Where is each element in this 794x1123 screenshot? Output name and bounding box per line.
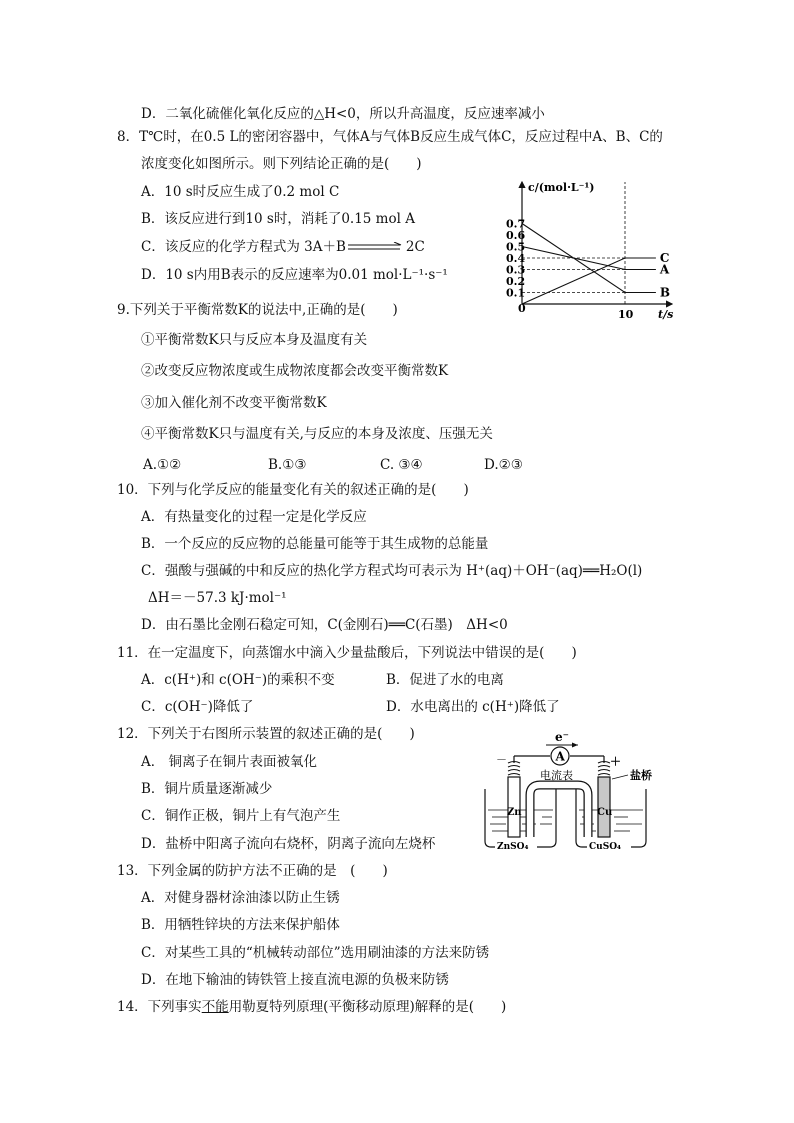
q8-equation-product: 2C [405, 239, 425, 255]
q13-stem: 13．下列金属的防护方法不正确的是 ( ) [117, 863, 388, 879]
concentration-time-chart [500, 178, 685, 320]
salt-bridge [530, 785, 588, 837]
q9-choice-b: B.①③ [268, 457, 307, 473]
q11-choice-d: D．水电离出的 c(H⁺)降低了 [386, 699, 560, 715]
q12-stem: 12．下列关于右图所示装置的叙述正确的是( ) [117, 726, 415, 742]
q14-stem-after: 用勒夏特列原理(平衡移动原理)解释的是( ) [228, 999, 507, 1015]
series-label-B: B [659, 285, 671, 300]
q11-choice-a: A．c(H⁺)和 c(OH⁻)的乘积不变 [141, 672, 335, 688]
q8-option-c [141, 237, 425, 258]
q14-stem-emphasis: 不能 [201, 999, 229, 1015]
q8-stem-line2: 浓度变化如图所示。则下列结论正确的是( ) [141, 156, 422, 172]
q8-stem-line1: 8．T℃时，在0.5 L的密闭容器中，气体A与气体B反应生成气体C，反应过程中A、B、C的 [117, 129, 663, 145]
galvanic-cell-diagram [474, 727, 674, 853]
right-clip-coil-icon [598, 762, 610, 776]
positive-terminal: ＋ [610, 755, 621, 768]
y-tick-label: 0.6 [506, 229, 526, 242]
q11-choices-row2 [0, 697, 794, 717]
q13-option-c: C．对某些工具的“机械转动部位”选用刷油漆的方法来防锈 [141, 945, 490, 961]
x-tick-label: 10 [618, 308, 634, 320]
q11-stem: 11．在一定温度下，向蒸馏水中滴入少量盐酸后，下列说法中错误的是( ) [117, 645, 577, 661]
q9-choices [0, 455, 794, 475]
q11-choices-row1 [0, 670, 794, 690]
y-tick-label: 0.1 [506, 286, 526, 300]
q9-choice-d: D.②③ [484, 457, 523, 473]
y-tick-label: 0.5 [506, 240, 526, 254]
series-label-C: C [659, 251, 670, 265]
q9-statement-1: ①平衡常数K只与反应本身及温度有关 [141, 332, 368, 348]
q10-option-c-enthalpy: ΔH＝－57.3 kJ·mol⁻¹ [148, 590, 287, 606]
left-clip-coil-icon [508, 762, 520, 776]
q13-option-a: A．对健身器材涂油漆以防止生锈 [141, 890, 340, 906]
q12-option-b: B．铜片质量逐渐减少 [141, 781, 273, 797]
y-tick-label: 0.7 [506, 217, 526, 231]
q11-choice-c: C．c(OH⁻)降低了 [141, 699, 254, 715]
zinc-sulfate-label: ZnSO₄ [497, 842, 529, 852]
q9-statement-4: ④平衡常数K只与温度有关,与反应的本身及浓度、压强无关 [141, 426, 493, 442]
q10-option-c: C．强酸与强碱的中和反应的热化学方程式均可表示为 H⁺(aq)＋OH⁻(aq)══H₂O(l) [141, 563, 643, 579]
negative-terminal: － [496, 753, 507, 766]
q10-option-a: A．有热量变化的过程一定是化学反应 [141, 509, 367, 525]
q13-option-d: D．在地下输油的铸铁管上接直流电源的负极来防锈 [141, 972, 449, 988]
q12-option-a: A． 铜离子在铜片表面被氧化 [141, 754, 318, 770]
ammeter-label: 电流表 [540, 769, 573, 782]
copper-label: Cu [597, 807, 613, 818]
q12-option-c: C．铜作正极，铜片上有气泡产生 [141, 808, 341, 824]
y-tick-label: 0.4 [506, 252, 526, 265]
reaction-arrow-icon [348, 238, 402, 258]
q9-choice-a: A.①② [143, 457, 182, 473]
electron-label: e⁻ [555, 730, 569, 744]
salt-bridge-label: 盐桥 [630, 769, 652, 782]
q10-option-d: D．由石墨比金刚石稳定可知，C(金刚石)══C(石墨) ΔH<0 [141, 617, 508, 633]
copper-sulfate-label: CuSO₄ [589, 842, 621, 852]
q7-option-d: D．二氧化硫催化氧化反应的△H<0，所以升高温度，反应速率减小 [141, 106, 545, 122]
y-tick-label: 0.3 [506, 263, 526, 277]
q14-stem [117, 997, 506, 1017]
q9-choice-c: C. ③④ [380, 457, 423, 473]
q10-stem: 10．下列与化学反应的能量变化有关的叙述正确的是( ) [117, 482, 469, 498]
q11-choice-b: B．促进了水的电离 [386, 672, 504, 688]
y-tick-label: 0.2 [506, 275, 526, 288]
q8-option-a: A．10 s时反应生成了0.2 mol C [141, 184, 340, 200]
q8-option-c-text: C．该反应的化学方程式为 3A＋B [141, 239, 346, 255]
q14-stem-before: 14．下列事实 [117, 999, 202, 1015]
q8-option-b: B．该反应进行到10 s时，消耗了0.15 mol A [141, 211, 415, 227]
q12-option-d: D．盐桥中阳离子流向右烧杯，阴离子流向左烧杯 [141, 836, 436, 852]
q9-statement-3: ③加入催化剂不改变平衡常数K [141, 395, 327, 411]
zinc-label: Zn [507, 807, 522, 818]
ammeter-symbol: A [555, 749, 565, 764]
y-axis-label: c/(mol·L⁻¹) [528, 181, 595, 194]
q8-option-d: D．10 s内用B表示的反应速率为0.01 mol·L⁻¹·s⁻¹ [141, 267, 448, 283]
q10-option-b: B．一个反应的反应物的总能量可能等于其生成物的总能量 [141, 536, 489, 552]
q9-statement-2: ②改变反应物浓度或生成物浓度都会改变平衡常数K [141, 363, 449, 379]
series-label-A: A [659, 262, 670, 277]
q9-stem: 9.下列关于平衡常数K的说法中,正确的是( ) [117, 302, 398, 318]
q13-option-b: B．用牺牲锌块的方法来保护船体 [141, 917, 340, 933]
x-axis-label: t/s [658, 308, 674, 320]
series-line-C [522, 258, 656, 304]
origin-label: 0 [518, 302, 526, 315]
